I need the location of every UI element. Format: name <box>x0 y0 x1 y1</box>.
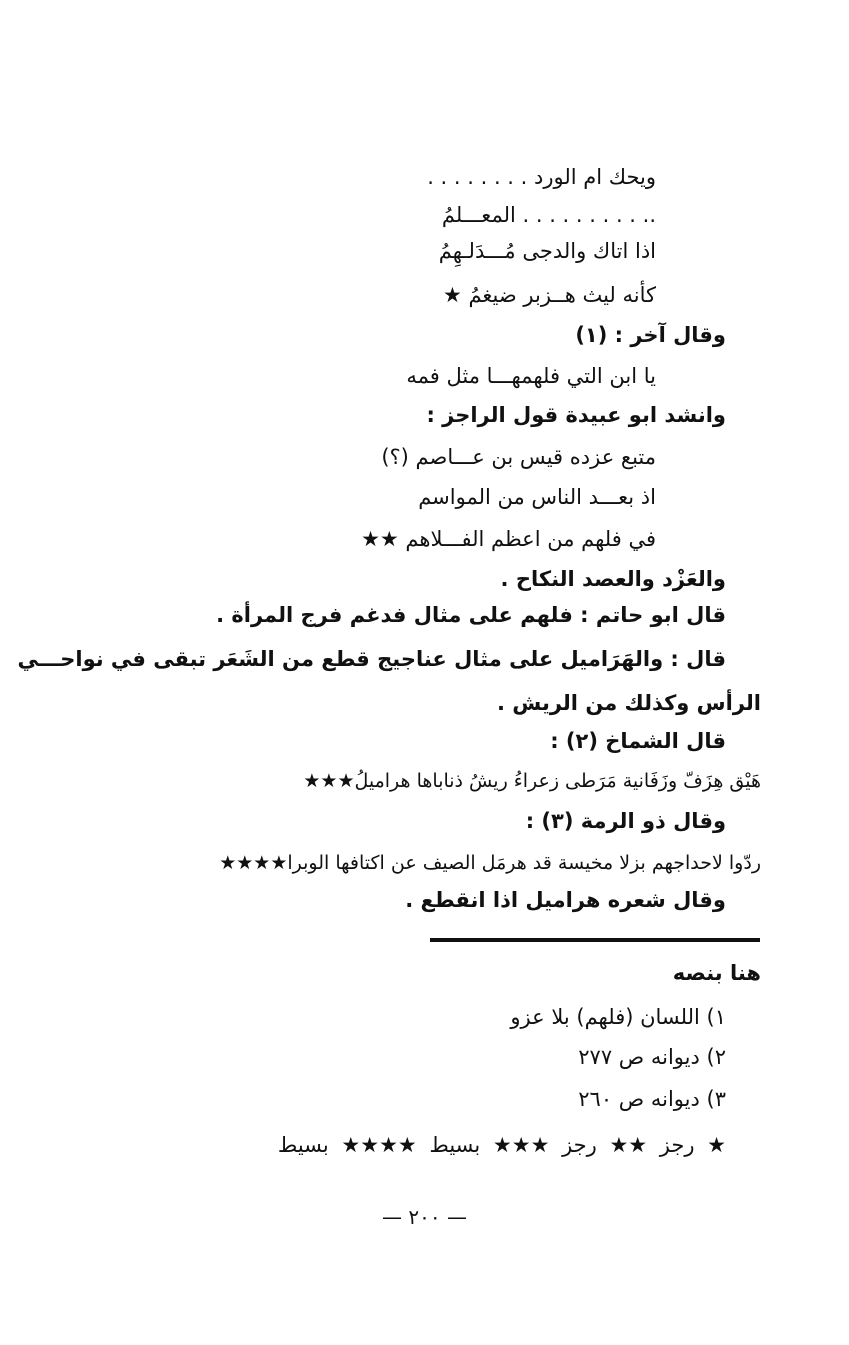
text-line: وقال ذو الرمة (٣) : <box>525 809 726 833</box>
verse-line: ردّوا لاحداجهم بزلا مخيسة قد هرمَل الصيف عن اكتافها الوبرا★★★★ <box>219 852 761 874</box>
verse-line: ويحك ام الورد . . . . . . . . <box>427 165 656 189</box>
verse-line: اذا اتاك والدجى مُـــدَلـهِمُ <box>438 239 656 263</box>
text-line: قال ابو حاتم : فلهم على مثال فدغم فرج المرأة . <box>216 603 726 627</box>
verse-line: اذ بعـــد الناس من المواسم <box>418 485 656 509</box>
verse-line: هَيْق هِزَفّ وزَفَانية مَرَطى زعراءُ ريشُ ذناباها هراميلُ★★★ <box>303 770 761 792</box>
footnote-item: ٢) ديوانه ص ٢٧٧ <box>578 1045 726 1069</box>
footnote-item: ٣) ديوانه ص ٢٦٠ <box>578 1087 726 1111</box>
verse-line: .. . . . . . . . . . المعـــلمُ <box>441 203 656 227</box>
text-line: وانشد ابو عبيدة قول الراجز : <box>426 403 726 427</box>
text-line: الرأس وكذلك من الريش . <box>497 691 761 715</box>
footnote-rule <box>430 938 760 942</box>
footnote-item: ١) اللسان (فلهم) بلا عزو <box>510 1005 726 1029</box>
verse-line: في فلهم من اعظم الفـــلاهم ★★ <box>361 527 656 551</box>
text-line: قال : والهَرَاميل على مثال عناجيج قطع من الشَعَر تبقى في نواحـــي <box>17 647 726 671</box>
text-line: وقال آخر : (١) <box>575 323 726 347</box>
verse-line: كأنه ليث هــزبر ضيغمُ ★ <box>442 283 656 307</box>
verse-line: متبع عزده قيس بن عـــاصم (؟) <box>381 445 656 469</box>
text-line: وقال شعره هراميل اذا انقطع . <box>405 888 726 912</box>
text-line: قال الشماخ (٢) : <box>550 729 726 753</box>
footnote-heading: هنا بنصه <box>672 961 761 985</box>
page-number: — ٢٠٠ — <box>382 1205 467 1229</box>
meter-key: ★ رجز ★★ رجز ★★★ بسيط ★★★★ بسيط <box>277 1133 726 1157</box>
text-line: والعَزْد والعصد النكاح . <box>500 567 726 591</box>
verse-line: يا ابن التي فلهمهـــا مثل فمه <box>406 364 656 388</box>
